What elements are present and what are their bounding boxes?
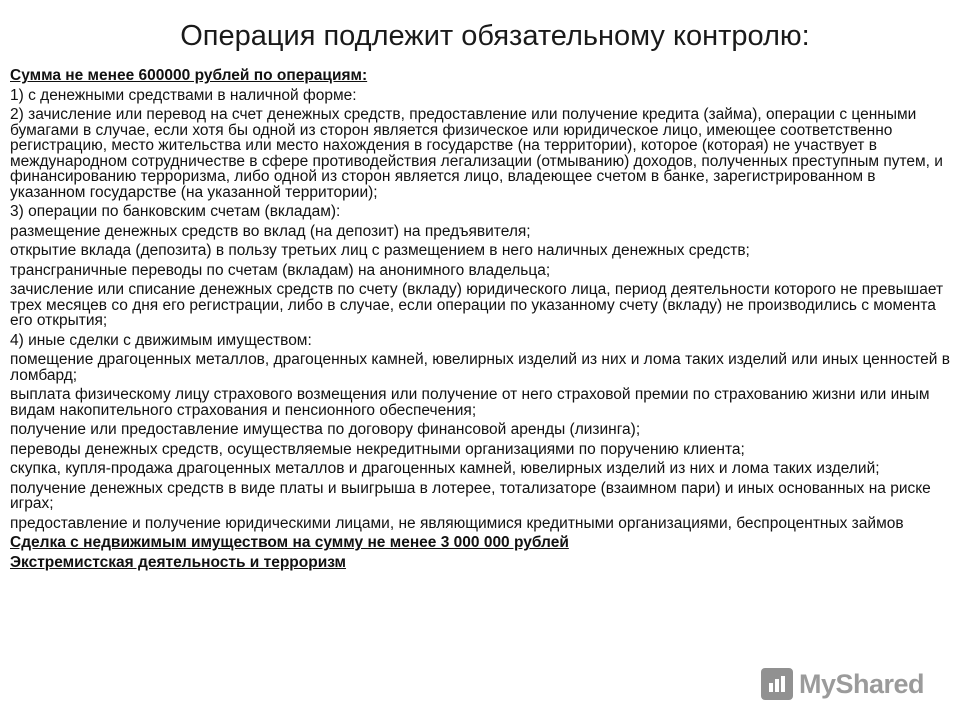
watermark-logo-icon	[761, 668, 793, 700]
paragraph: 2) зачисление или перевод на счет денежных средств, предоставление или получение кредита (займа), операции с ценными бумагами в случае, если хотя бы одной из сторон является физическое или юридическое лицо, имеющее соответственно регистрацию, место жительства или место нахождения в государстве (на территории), которое (которая) не участвует в международном сотрудничестве в сфере противодействия легализации (отмыванию) доходов, полученных преступным путем, и финансированию терроризма, либо одной из сторон является лицо, владеющее счетом в банке, зарегистрированном в указанном государстве (на указанной территории);	[10, 106, 943, 201]
paragraph: предоставление и получение юридическими лицами, не являющимися кредитными организациями, беспроцентных займов	[10, 514, 904, 532]
paragraph: получение денежных средств в виде платы и выигрыша в лотерее, тотализаторе (взаимном пари) и иных основанных на риске играх;	[10, 479, 931, 512]
paragraph: 4) иные сделки с движимым имуществом:	[10, 331, 312, 349]
paragraph: зачисление или списание денежных средств по счету (вкладу) юридического лица, период деятельности которого не превышает трех месяцев со дня его регистрации, либо в случае, если операции по указанному счету (вкладу) не производились с момента его открытия;	[10, 281, 944, 329]
section-header: Сумма не менее 600000 рублей по операциям:	[10, 67, 368, 84]
paragraph: 3) операции по банковским счетам (вкладам):	[10, 203, 341, 220]
paragraph: скупка, купля-продажа драгоценных металлов и драгоценных камней, ювелирных изделий из них и лома таких изделий;	[10, 460, 880, 477]
footer-line-realestate: Сделка с недвижимым имуществом на сумму не менее 3 000 000 рублей	[10, 534, 569, 551]
paragraph: 1) с денежными средствами в наличной форме:	[10, 86, 357, 104]
paragraph: открытие вклада (депозита) в пользу третьих лиц с размещением в него наличных денежных средств;	[10, 242, 750, 259]
slide-content	[10, 68, 952, 574]
paragraph: выплата физическому лицу страхового возмещения или получение от него страховой премии по страхованию жизни или иным видам накопительного страхования и пенсионного обеспечения;	[10, 386, 930, 419]
slide-title: Операция подлежит обязательному контролю:	[180, 20, 810, 52]
watermark	[761, 668, 924, 700]
watermark-text: MyShared	[798, 668, 924, 699]
footer-line-extremism: Экстремистская деятельность и терроризм	[10, 553, 347, 571]
paragraph: получение или предоставление имущества по договору финансовой аренды (лизинга);	[10, 421, 641, 438]
paragraph: размещение денежных средств во вклад (на депозит) на предъявителя;	[10, 222, 531, 240]
paragraph: трансграничные переводы по счетам (вкладам) на анонимного владельца;	[10, 261, 551, 279]
paragraph: переводы денежных средств, осуществляемые некредитными организациями по поручению клиента;	[10, 440, 745, 458]
paragraph: помещение драгоценных металлов, драгоценных камней, ювелирных изделий из них и лома таких изделий или иных ценностей в ломбард;	[10, 351, 951, 384]
